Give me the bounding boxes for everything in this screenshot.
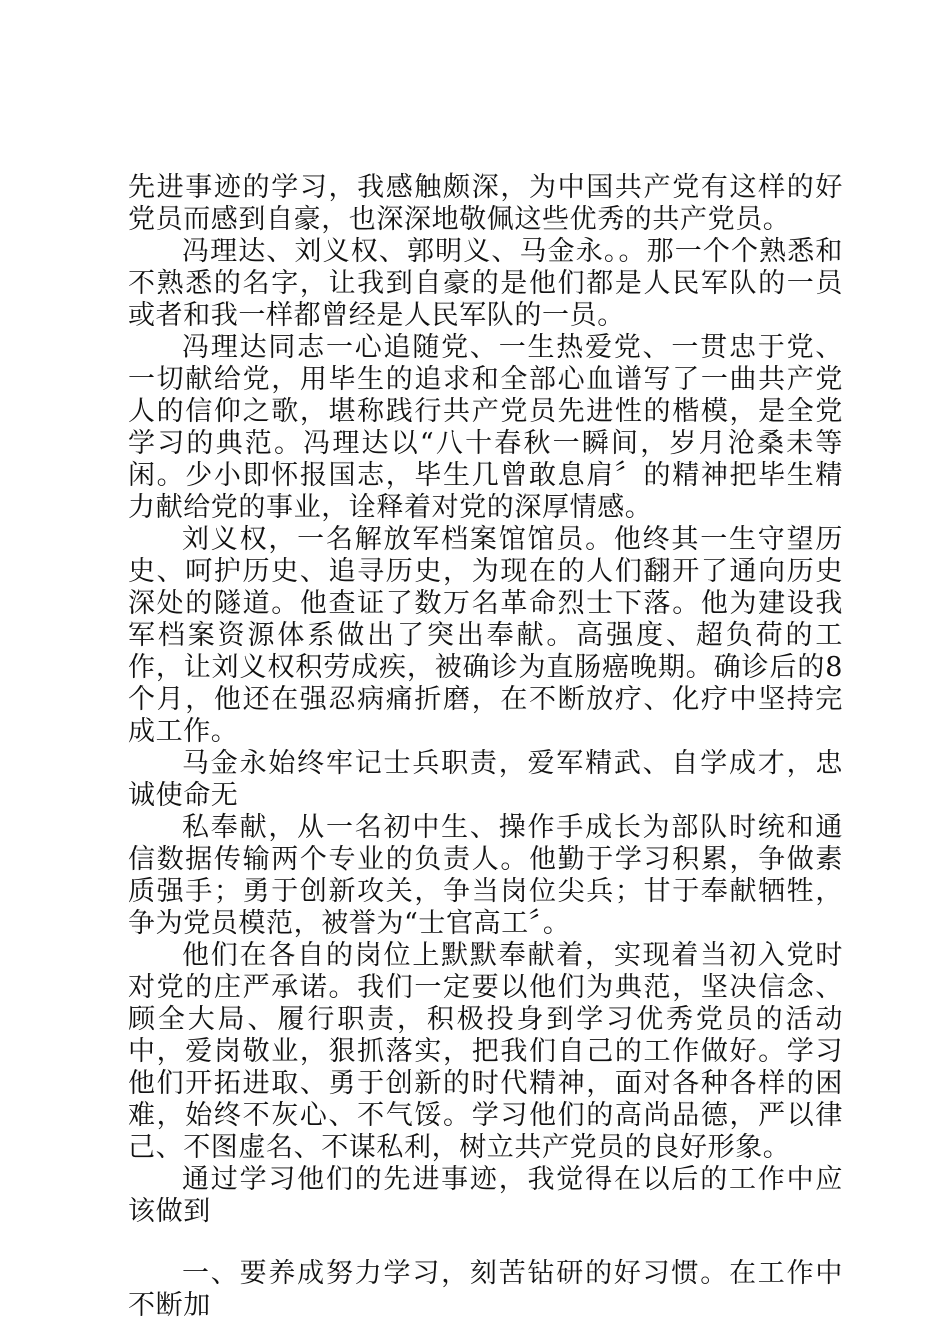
- document-body: [128, 172, 843, 1322]
- paragraph-ma-jinyong: 马金永始终牢记士兵职责，爱军精武、自学成才，忠诚使命无: [128, 748, 843, 811]
- paragraph-liu-yiquan: 刘义权，一名解放军档案馆馆员。他终其一生守望历史、呵护历史、追寻历史，为现在的人们翻开了通向历史深处的隧道。他查证了数万名革命烈士下落。他为建设我军档案资源体系做出了突出奉献。高强度、超负荷的工作，让刘义权积劳成疾，被确诊为直肠癌晚期。确诊后的8个月，他还在强忍病痛折磨，在不断放疗、化疗中坚持完成工作。: [128, 524, 843, 747]
- paragraph-commitment: 他们在各自的岗位上默默奉献着，实现着当初入党时对党的庄严承诺。我们一定要以他们为典范，坚决信念、顾全大局、履行职责，积极投身到学习优秀党员的活动中，爱岗敬业，狠抓落实，把我们自己的工作做好。学习他们开拓进取、勇于创新的时代精神，面对各种各样的困难，始终不灰心、不气馁。学习他们的高尚品德，严以律己、不图虚名、不谋私利，树立共产党员的良好形象。: [128, 940, 843, 1163]
- paragraph-names: 冯理达、刘义权、郭明义、马金永。。那一个个熟悉和不熟悉的名字，让我到自豪的是他们都是人民军队的一员或者和我一样都曾经是人民军队的一员。: [128, 236, 843, 331]
- paragraph-conclusion-intro: 通过学习他们的先进事迹，我觉得在以后的工作中应该做到: [128, 1164, 843, 1227]
- paragraph-intro-continued: 先进事迹的学习，我感触颇深，为中国共产党有这样的好党员而感到自豪，也深深地敬佩这些优秀的共产党员。: [128, 172, 843, 235]
- paragraph-point-one: 一、要养成努力学习，刻苦钻研的好习惯。在工作中不断加: [128, 1258, 843, 1321]
- paragraph-ma-jinyong-continued: 私奉献，从一名初中生、操作手成长为部队时统和通信数据传输两个专业的负责人。他勤于学习积累，争做素质强手；勇于创新攻关，争当岗位尖兵；甘于奉献牺牲，争为党员模范，被誉为“士官高工〞。: [128, 812, 843, 939]
- paragraph-feng-lida: 冯理达同志一心追随党、一生热爱党、一贯忠于党、一切献给党，用毕生的追求和全部心血谱写了一曲共产党人的信仰之歌，堪称践行共产党员先进性的楷模，是全党学习的典范。冯理达以“八十春秋一瞬间，岁月沧桑未等闲。少小即怀报国志，毕生几曾敢息肩〞的精神把毕生精力献给党的事业，诠释着对党的深厚情感。: [128, 332, 843, 523]
